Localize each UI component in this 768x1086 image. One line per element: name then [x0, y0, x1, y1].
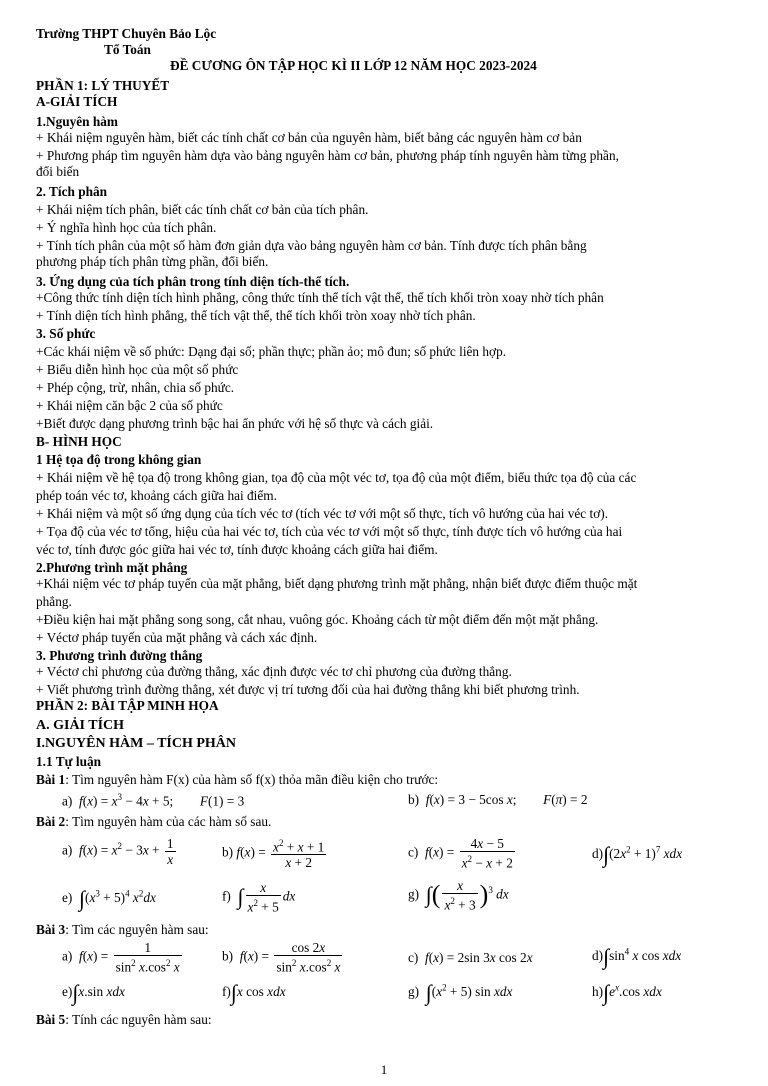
- exercise-2-row-2: [0, 878, 768, 922]
- exercise-3-row-1: [0, 940, 768, 980]
- exercise-item-c: c) f(x) = 2sin 3x cos 2x: [408, 950, 533, 965]
- exercise-text: : Tìm nguyên hàm F(x) của hàm số f(x) thỏa mãn điều kiện cho trước:: [65, 772, 439, 787]
- exercise-text: : Tìm nguyên hàm của các hàm số sau.: [65, 814, 272, 829]
- subsection-heading: 1 Hệ tọa độ trong không gian: [36, 452, 202, 467]
- text-line: + Véctơ pháp tuyến của mặt phẳng và cách xác định.: [36, 630, 318, 645]
- part2-heading: PHẦN 2: BÀI TẬP MINH HỌA: [36, 698, 219, 713]
- exercise-label: Bài 2: [36, 814, 66, 829]
- exercise-2-row-1: [0, 834, 768, 874]
- text-line: phẳng.: [36, 594, 72, 609]
- text-line: + Khái niệm và một số ứng dụng của tích véc tơ (tích véc tơ với một số thực, tích vô hướng của hai véc tơ).: [36, 506, 609, 521]
- exercise-item-b: b) f(x) = $\frac{\cos 2x}{\sin^2 x.\cos^2 x}$: [222, 940, 341, 975]
- section-i-heading: I.NGUYÊN HÀM – TÍCH PHÂN: [36, 736, 237, 751]
- exercise-label: Bài 3: [36, 922, 66, 937]
- exercise-text: : Tìm các nguyên hàm sau:: [65, 922, 209, 937]
- exercise-item-h: $h)\int e^x.\cos$ xdx: [592, 980, 662, 1005]
- document-title: ĐỀ CƯƠNG ÔN TẬP HỌC KÌ II LỚP 12 NĂM HỌC 2023-2024: [170, 58, 537, 73]
- subsection-heading: 1.1 Tự luận: [36, 754, 102, 769]
- page-number: 1: [380, 1062, 388, 1077]
- exercise-item-d: $d)\int\sin^4$ x cos xdx: [592, 944, 682, 969]
- exercise-item-e: e) $\int(x^3 + 5)^4$ $x^2dx$: [62, 886, 156, 911]
- text-line: + Tính diện tích hình phẳng, thể tích vật thể, thể tích khối tròn xoay nhờ tích phân.: [36, 308, 476, 323]
- exercise-1-prompt: [36, 772, 732, 788]
- exercise-3-prompt: [36, 922, 732, 938]
- exercise-item-a: a) $f(x) = x^2 - 3x$ + $\frac{1}{x}$: [62, 836, 174, 867]
- school-name: Trường THPT Chuyên Bảo Lộc: [36, 26, 217, 41]
- exercise-item-f: f) ∫ $\frac{x}{x^2 + 5}$ dx: [222, 880, 296, 915]
- text-line: + Ý nghĩa hình học của tích phân.: [36, 220, 217, 235]
- section-a-heading: A. GIẢI TÍCH: [36, 718, 125, 733]
- exercise-item-a: a) $f(x) = x^3 - 4x + 5$; F(1) = 3: [62, 792, 245, 809]
- exercise-item-e: e)∫x.sin xdx: [62, 980, 125, 1005]
- department-name: Tổ Toán: [104, 42, 151, 57]
- subsection-heading: 2. Tích phân: [36, 184, 108, 199]
- text-line: + Viết phương trình đường thẳng, xét được vị trí tương đối của hai đường thẳng khi biết phương trình.: [36, 682, 580, 697]
- text-line: + Véctơ chỉ phương của đường thẳng, xác định được véc tơ chỉ phương của đường thẳng.: [36, 664, 512, 679]
- exercise-item-g: g) ∫( $\frac{x}{x^2 + 3}$ )$^3$ dx: [408, 878, 509, 913]
- text-line: + Khái niệm căn bậc 2 của số phức: [36, 398, 223, 413]
- section-a-heading: A-GIẢI TÍCH: [36, 94, 118, 109]
- text-line: + Khái niệm về hệ tọa độ trong không gian, tọa độ của một véc tơ, tọa độ của một điểm, biểu thức tọa độ của các: [36, 470, 637, 485]
- exercise-item-c: c) f(x) = $\frac{4x - 5}{x^2 - x + 2}$: [408, 836, 513, 871]
- exercise-item-a: a) f(x) = $\frac{1}{\sin^2 x.\cos^2 x}$: [62, 940, 180, 975]
- text-line: +Công thức tính diện tích hình phẳng, công thức tính thể tích vật thể, thể tích khối tròn xoay nhờ tích phân: [36, 290, 604, 305]
- subsection-heading: 2.Phương trình mặt phẳng: [36, 560, 188, 575]
- exercise-2-prompt: [36, 814, 732, 830]
- exercise-item-f: f)∫x cos xdx: [222, 980, 286, 1005]
- text-line: +Điều kiện hai mặt phẳng song song, cắt nhau, vuông góc. Khoảng cách từ một điểm đến một mặt phẳng.: [36, 612, 599, 627]
- text-line: +Các khái niệm về số phức: Dạng đại số; phần thực; phần ảo; mô đun; số phức liên hợp.: [36, 344, 507, 359]
- text-line: véc tơ, tính được góc giữa hai véc tơ, tính được khoảng cách giữa hai điểm.: [36, 542, 438, 557]
- subsection-heading: 3. Số phức: [36, 326, 96, 341]
- text-line: + Biểu diễn hình học của một số phức: [36, 362, 239, 377]
- exercise-label: Bài 1: [36, 772, 66, 787]
- exercise-item-b: b) f(x) = $\frac{x^2 + x + 1}{x + 2}$: [222, 838, 325, 871]
- text-line: phương pháp tích phân từng phần, đổi biến.: [36, 254, 269, 269]
- exercise-text: : Tính các nguyên hàm sau:: [65, 1012, 212, 1027]
- exercise-1-items: [0, 792, 768, 810]
- text-line: + Phương pháp tìm nguyên hàm dựa vào bảng nguyên hàm cơ bản, phương pháp tính nguyên hàm từng phần,: [36, 148, 619, 163]
- exercise-item-g: g) $\int(x^2 + 5)$ sin xdx: [408, 980, 513, 1005]
- exercise-label: Bài 5: [36, 1012, 66, 1027]
- part1-heading: PHẦN 1: LÝ THUYẾT: [36, 78, 170, 93]
- exercise-3-row-2: [0, 980, 768, 1006]
- text-line: +Khái niệm véc tơ pháp tuyến của mặt phẳng, biết dạng phương trình mặt phẳng, nhận biết được điểm thuộc mặt: [36, 576, 638, 591]
- text-line: +Biết được dạng phương trình bậc hai ẩn phức với hệ số thực và cách giải.: [36, 416, 434, 431]
- text-line: đổi biến: [36, 164, 80, 179]
- subsection-heading: 3. Phương trình đường thẳng: [36, 648, 203, 663]
- exercise-5-prompt: [36, 1012, 732, 1028]
- text-line: + Tọa độ của véc tơ tổng, hiệu của hai véc tơ, tích của véc tơ với một số thực, tính được tích vô hướng của hai: [36, 524, 623, 539]
- subsection-heading: 3. Ứng dụng của tích phân trong tính diện tích-thể tích.: [36, 274, 350, 289]
- exercise-item-d: $d)\int(2x^2 + 1)^7$ xdx: [592, 842, 683, 867]
- text-line: + Khái niệm tích phân, biết các tính chất cơ bản của tích phân.: [36, 202, 369, 217]
- text-line: + Khái niệm nguyên hàm, biết các tính chất cơ bản của nguyên hàm, biết bảng các nguyên hàm cơ bản: [36, 130, 582, 145]
- text-line: phép toán véc tơ, khoảng cách giữa hai điểm.: [36, 488, 277, 503]
- text-line: + Phép cộng, trừ, nhân, chia số phức.: [36, 380, 235, 395]
- exercise-item-b: b) f(x) = 3 − 5cos x; F(π) = 2: [408, 792, 588, 807]
- text-line: + Tính tích phân của một số hàm đơn giản dựa vào bảng nguyên hàm cơ bản. Tính được tích phân bằng: [36, 238, 587, 253]
- subsection-heading: 1.Nguyên hàm: [36, 114, 119, 129]
- section-b-heading: B- HÌNH HỌC: [36, 434, 122, 449]
